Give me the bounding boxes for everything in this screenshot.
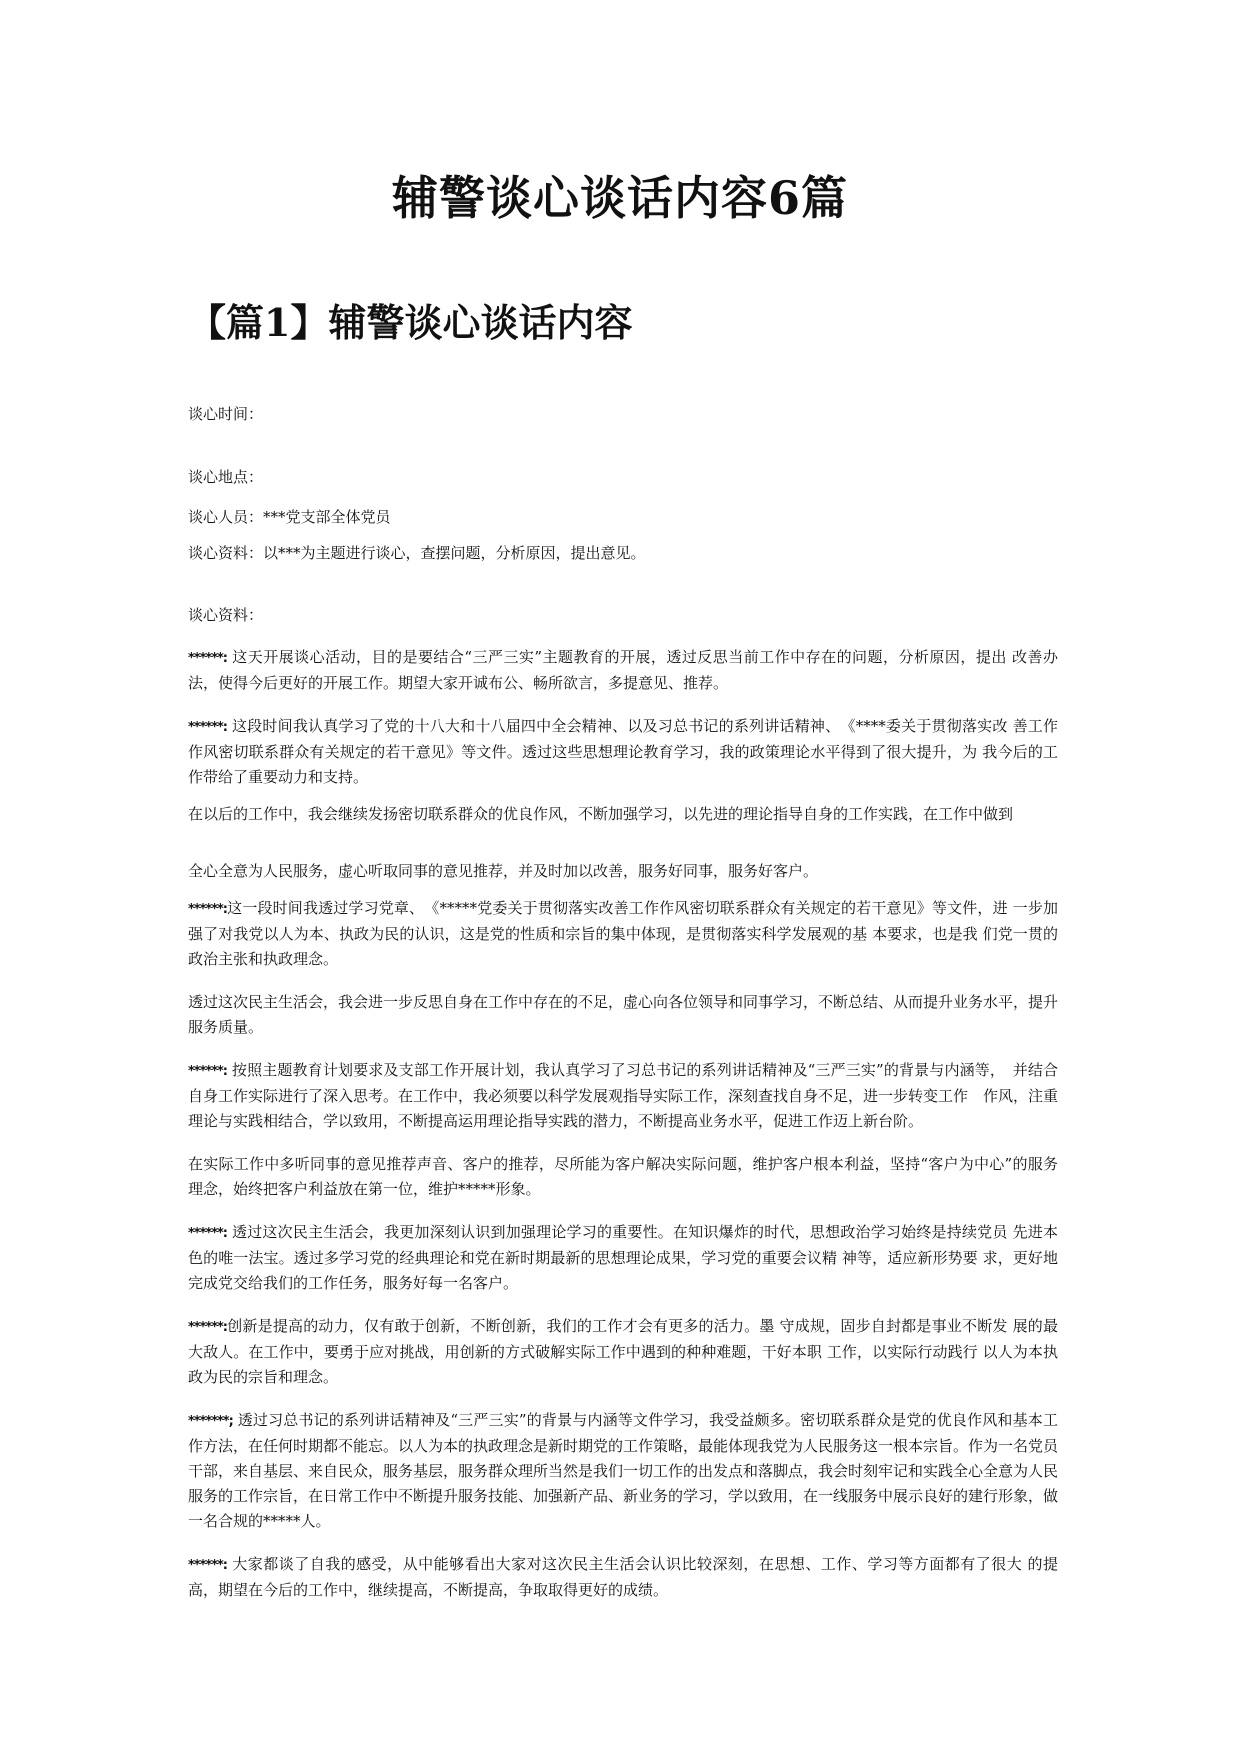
paragraph [188,859,1058,884]
paragraph [188,645,1058,696]
speaker-mask: ******: [188,1226,227,1241]
meta-content: 谈心资料： [188,606,264,624]
paragraph [188,1408,1058,1534]
speaker-mask: ******: [188,1558,227,1573]
paragraph-text: 这段时间我认真学习了党的十八大和十八届四中全会精神、以及习总书记的系列讲话精神、 《****委关于贯彻落实改 善工作作风密切联系群众有关规定的若干意见》等文件。透过这些思想理论教育学习，我的政策理论水平得到了很大提升，为 我今后的工作带给了重要动力和支持。 [188,717,1058,786]
paragraph-text: 透过这次民主生活会，我更加深刻认识到加强理论学习的重要性。在知识爆炸的时代，思想政治学习始终是持续党员 先进本色的唯一法宝。透过多学习党的经典理论和党在新时期最新的思想理论成果，学习党的重要会议精 神等，适应新形势要 求，更好地完成党交给我们的工作任务，服务好每一名客户。 [188,1223,1058,1292]
paragraph [188,1220,1058,1296]
paragraph-text: 这天开展谈心活动，目的是要结合“三严三实”主题教育的开展，透过反思当前工作中存在的问题，分析原因，提出 改善办法，使得今后更好的开展工作。期望大家开诚布公、畅所欲言，多提意见、推荐。 [188,648,1058,692]
meta-people: 谈心人员：***党支部全体党员 [188,508,391,526]
paragraph [188,1152,1058,1202]
paragraph-text: 全心全意为人民服务，虚心听取同事的意见推荐，并及时加以改善，服务好同事，服务好客户。 [188,862,819,880]
speaker-mask: *******; [188,1414,233,1429]
paragraph-text: 大家都谈了自我的感受，从中能够看出大家对这次民主生活会认识比较深刻，在思想、工作、学习等方面都有了很大 的提高，期望在今后的工作中，继续提高，不断提高，争取取得更好的成绩。 [188,1555,1058,1599]
paragraph-text: 在实际工作中多听同事的意见推荐声音、客户的推荐，尽所能为客户解决实际问题，维护客户根本利益，坚持“客户为中心”的服务理念，始终把客户利益放在第一位，维护*****形象。 [188,1155,1058,1198]
speaker-mask: ******: [188,720,227,735]
meta-time: 谈心时间： [188,405,264,423]
paragraph-text: 透过这次民主生活会，我会进一步反思自身在工作中存在的不足，虚心向各位领导和同事学习，不断总结、从而提升业务水平，提升服务质量。 [188,993,1059,1036]
speaker-mask: ******: [188,1064,227,1079]
speaker-mask: ******: [188,1320,227,1335]
meta-topic: 谈心资料：以***为主题进行谈心，查摆问题，分析原因，提出意见。 [188,544,646,562]
speaker-mask: ******: [188,902,227,917]
speaker-mask: ******: [188,651,227,666]
paragraph [188,1058,1058,1134]
paragraph-text: 创新是提高的动力，仅有敢于创新，不断创新，我们的工作才会有更多的活力。墨 守成规，固步自封都是事业不断发 展的最大敌人。在工作中，要勇于应对挑战，用创新的方式破解实际工作中遇到的种种难题，干好本职 工作，以实际行动践行 以人为本执政为民的宗旨和理念。 [188,1317,1058,1386]
paragraph [188,1314,1058,1390]
paragraph [188,896,1058,972]
meta-place: 谈心地点： [188,468,264,486]
section-title: 【篇1】辅警谈心谈话内容 [188,300,633,345]
paragraph-text: 这一段时间我透过学习党章、 《*****党委关于贯彻落实改善工作作风密切联系群众有关规定的若干意见》等文件，进 一步加强了对我党以人为本、执政为民的认识，这是党的性质和宗旨的集中体现，是贯彻落实科学发展观的基 本要求，也是我 们党一贯的政治主张和执政理念。 [188,899,1058,968]
body-text [188,645,1058,1621]
paragraph [188,802,1058,827]
paragraph [188,714,1058,790]
paragraph-text: 透过习总书记的系列讲话精神及“三严三实”的背景与内涵等文件学习，我受益颇多。密切联系群众是党的优良作风和基本工作方法，在任何时期都不能忘。以人为本的执政理念是新时期党的工作策略，最能体现我党为人民服务这一根本宗旨。作为一名党员干部，来自基层、来自民众，服务基层，服务群众理所当然是我们一切工作的出发点和落脚点，我会时刻牢记和实践全心全意为人民服务的工作宗旨，在日常工作中不断提升服务技能、加强新产品、新业务的学习，学以致用，在一线服务中展示良好的建行形象，做一名合规的*****人。 [188,1411,1059,1530]
paragraph-text: 按照主题教育计划要求及支部工作开展计划，我认真学习了习总书记的系列讲话精神及“三严三实”的背景与内涵等， 并结合自身工作实际进行了深入思考。在工作中，我必须要以科学发展观指导实际工作，深刻查找自身不足，进一步转变工作 作风，注重理论与实践相结合，学以致用，不断提高运用理论指导实践的潜力，不断提高业务水平，促进工作迈上新台阶。 [188,1061,1059,1130]
paragraph-text: 在以后的工作中，我会继续发扬密切联系群众的优良作风，不断加强学习，以先进的理论指导自身的工作实践，在工作中做到 [188,805,1014,823]
paragraph [188,990,1058,1040]
paragraph [188,1552,1058,1603]
document-title: 辅警谈心谈话内容6篇 [391,171,848,225]
